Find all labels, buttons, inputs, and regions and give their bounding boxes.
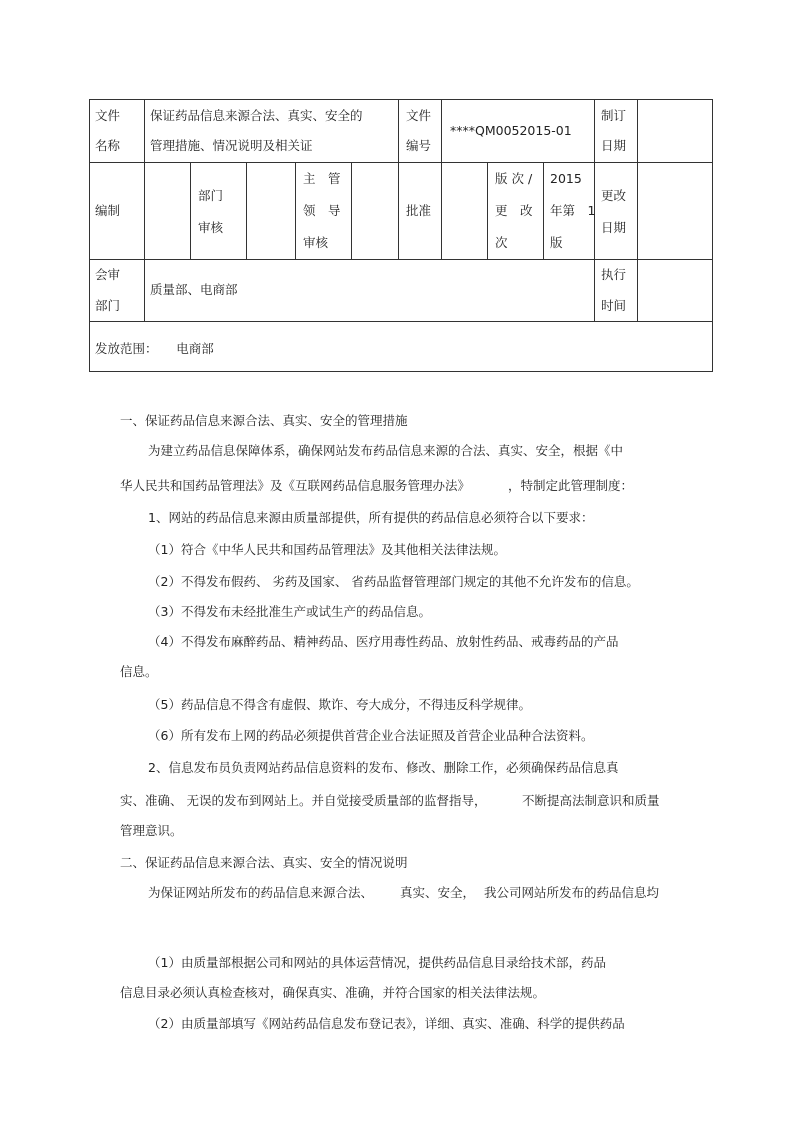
table-border-top	[89, 99, 713, 100]
paragraph-line: ，特制定此管理制度：	[508, 478, 634, 493]
table-col-divider	[246, 162, 247, 259]
revise-date-label: 制订	[601, 108, 627, 123]
list-item: （3）不得发布未经批准生产或试生产的药品信息。	[148, 604, 431, 619]
file-name-label: 名称	[95, 138, 121, 153]
dept-review-label: 审核	[198, 220, 224, 235]
list-item: （1）由质量部根据公司和网站的具体运营情况，提供药品信息目录给技术部，药品	[148, 955, 606, 970]
table-col-divider	[594, 259, 595, 321]
table-col-divider	[487, 162, 488, 259]
table-col-divider	[441, 162, 442, 259]
table-col-divider	[190, 162, 191, 259]
list-item: 不断提高法制意识和质量	[522, 793, 660, 808]
list-item: （2）不得发布假药、 劣药及国家、 省药品监督管理部门规定的其他不允许发布的信息。	[148, 574, 639, 589]
table-row-divider	[89, 259, 713, 260]
table-col-divider	[637, 99, 638, 162]
file-name-value: 管理措施、情况说明及相关证	[150, 138, 313, 153]
distribution-scope: 发放范围： 电商部	[95, 341, 214, 356]
file-no-label: 编号	[406, 138, 432, 153]
table-col-divider	[295, 162, 296, 259]
version-value: 版	[550, 235, 563, 250]
version-label: 更 改	[495, 203, 533, 218]
list-item: （2）由质量部填写《网站药品信息发布登记表》，详细、真实、准确、科学的提供药品	[148, 1016, 625, 1031]
table-col-divider	[441, 99, 442, 162]
version-label: 次	[495, 235, 508, 250]
section-title: 二、保证药品信息来源合法、真实、安全的情况说明	[120, 855, 408, 870]
file-no-value: ****QM0052015-01	[450, 123, 572, 138]
table-col-divider	[637, 259, 638, 321]
version-value: 2015	[550, 171, 582, 186]
table-col-divider	[637, 162, 638, 259]
table-col-divider	[594, 99, 595, 162]
exec-time-label: 执行	[601, 267, 627, 282]
table-row-divider	[89, 162, 713, 163]
file-name-value: 保证药品信息来源合法、真实、安全的	[150, 108, 363, 123]
list-item: 实、准确、 无误的发布到网站上。并自觉接受质量部的监督指导，	[120, 793, 487, 808]
mgr-review-label: 领 导	[303, 203, 341, 218]
table-row-divider	[89, 321, 713, 322]
compile-label: 编制	[95, 203, 121, 218]
section-title: 一、保证药品信息来源合法、真实、安全的管理措施	[120, 413, 408, 428]
table-col-divider	[144, 99, 145, 162]
exec-time-label: 时间	[601, 298, 627, 313]
mgr-review-label: 审核	[303, 235, 329, 250]
dept-review-label: 部门	[198, 188, 224, 203]
table-col-divider	[144, 162, 145, 259]
list-item: 信息目录必须认真检查核对，确保真实、准确，并符合国家的相关法律法规。	[120, 985, 546, 1000]
paragraph-line: 为保证网站所发布的药品信息来源合法、	[148, 885, 374, 900]
version-label: 版 次 /	[495, 171, 533, 186]
table-col-divider	[398, 162, 399, 259]
list-item: 管理意识。	[120, 823, 183, 838]
list-item: （5）药品信息不得含有虚假、欺诈、夸大成分，不得违反科学规律。	[148, 697, 531, 712]
table-col-divider	[144, 259, 145, 321]
revise-date-label: 日期	[601, 138, 627, 153]
table-col-divider	[398, 99, 399, 162]
file-no-label: 文件	[406, 108, 432, 123]
cosign-label: 部门	[95, 298, 121, 313]
table-border-right	[712, 99, 713, 372]
list-item: 2、信息发布员负责网站药品信息资料的发布、修改、删除工作，必须确保药品信息真	[148, 760, 619, 775]
paragraph-line: 为建立药品信息保障体系，确保网站发布药品信息来源的合法、真实、安全，根据《中	[148, 443, 624, 458]
paragraph-line: 我公司网站所发布的药品信息均	[484, 885, 660, 900]
list-item: （6）所有发布上网的药品必须提供首营企业合法证照及首营企业品种合法资料。	[148, 728, 594, 743]
table-border-left	[89, 99, 90, 372]
table-col-divider	[351, 162, 352, 259]
version-value: 年第 1	[550, 203, 596, 218]
list-item: 信息。	[120, 664, 158, 679]
change-date-label: 更改	[601, 188, 627, 203]
list-item: （4）不得发布麻醉药品、精神药品、医疗用毒性药品、放射性药品、戒毒药品的产品	[148, 634, 619, 649]
paragraph-line: 华人民共和国药品管理法》及《互联网药品信息服务管理办法》	[120, 478, 471, 493]
change-date-label: 日期	[601, 220, 627, 235]
file-name-label: 文件	[95, 108, 121, 123]
cosign-value: 质量部、电商部	[150, 282, 238, 297]
paragraph-line: 真实、安全，	[400, 885, 476, 900]
list-item: （1）符合《中华人民共和国药品管理法》及其他相关法律法规。	[148, 542, 506, 557]
list-item: 1、网站的药品信息来源由质量部提供，所有提供的药品信息必须符合以下要求：	[148, 510, 594, 525]
cosign-label: 会审	[95, 267, 121, 282]
table-col-divider	[543, 162, 544, 259]
mgr-review-label: 主 管	[303, 171, 341, 186]
approve-label: 批准	[406, 203, 432, 218]
table-border-bottom	[89, 371, 713, 372]
